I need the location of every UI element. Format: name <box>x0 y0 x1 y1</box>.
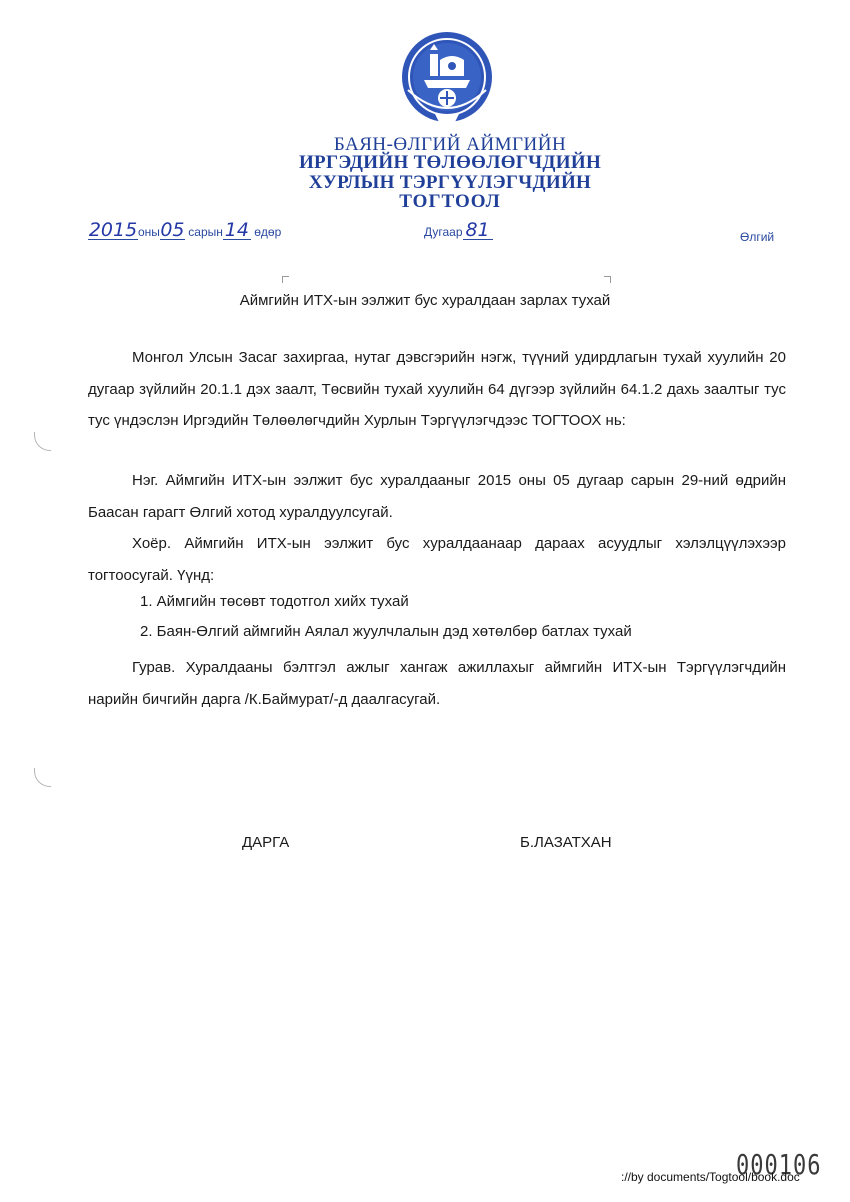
title-corner-right <box>604 276 611 283</box>
document-type: ТОГТООЛ <box>399 191 501 212</box>
signature-name: Б.ЛАЗАТХАН <box>520 834 612 851</box>
serial-number: 000106 <box>736 1150 822 1182</box>
org-line-2: ИРГЭДИЙН ТӨЛӨӨЛӨГЧДИЙН <box>298 152 602 173</box>
number-label: Дугаар <box>424 225 463 239</box>
state-emblem-icon <box>400 30 494 128</box>
date-year: 2015 <box>88 219 138 241</box>
punch-hole-mark <box>34 432 51 451</box>
date-day: 14 <box>224 219 249 241</box>
day-suffix: өдөр <box>254 225 282 239</box>
title-corner-left <box>282 276 289 283</box>
agenda-item-1: 1. Аймгийн төсөвт тодотгол хийх тухай <box>140 593 409 610</box>
paragraph-one: Нэг. Аймгийн ИТХ-ын ээлжит бус хуралдааныг 2015 оны 05 дугаар сарын 29-ний өдрийн Баасан гарагт Өлгий хотод хуралдуулсугай. <box>88 472 786 521</box>
document-number <box>424 219 493 241</box>
date-month: 05 <box>160 219 185 241</box>
punch-hole-mark <box>34 768 51 787</box>
document-place: Өлгий <box>740 230 775 244</box>
paragraph-two: Хоёр. Аймгийн ИТХ-ын ээлжит бус хуралдаанаар дараах асуудлыг хэлэлцүүлэхээр тогтоосугай. Үүнд: <box>88 535 786 584</box>
org-line-3: ХУРЛЫН ТЭРГҮҮЛЭГЧДИЙН <box>308 172 592 193</box>
agenda-item-2: 2. Баян-Өлгий аймгийн Аялал жуулчлалын дэд хөтөлбөр батлах тухай <box>140 623 632 640</box>
number-value: 81 <box>463 222 493 240</box>
document-title: Аймгийн ИТХ-ын ээлжит бус хуралдаан зарлах тухай <box>239 292 611 309</box>
paragraph-preamble: Монгол Улсын Засаг захиргаа, нутаг дэвсгэрийн нэгж, түүний удирдлагын тухай хуулийн 20 дугаар зүйлийн 20.1.1 дэх заалт, Төсвийн тухай хуулийн 64 дүгээр зүйлийн 64.1.2 дахь заалтыг тус тус үндэслэн Иргэдийн Төлөөлөгчдийн Хурлын Тэргүүлэгчдээс ТОГТООХ нь: <box>88 349 786 429</box>
paragraph-three: Гурав. Хуралдааны бэлтгэл ажлыг хангаж ажиллахыг аймгийн ИТХ-ын Тэргүүлэгчдийн нарийн бичгийн дарга /К.Баймурат/-д даалгасугай. <box>88 659 786 708</box>
file-path-footer: ://by documents/Togtool/book.doc <box>621 1170 800 1184</box>
month-suffix: сарын <box>188 225 223 239</box>
year-suffix: оны <box>138 225 160 239</box>
org-line-1: БАЯН-ӨЛГИЙ АЙМГИЙН <box>333 134 567 155</box>
signature-title: ДАРГА <box>242 834 290 851</box>
document-date <box>88 219 282 241</box>
